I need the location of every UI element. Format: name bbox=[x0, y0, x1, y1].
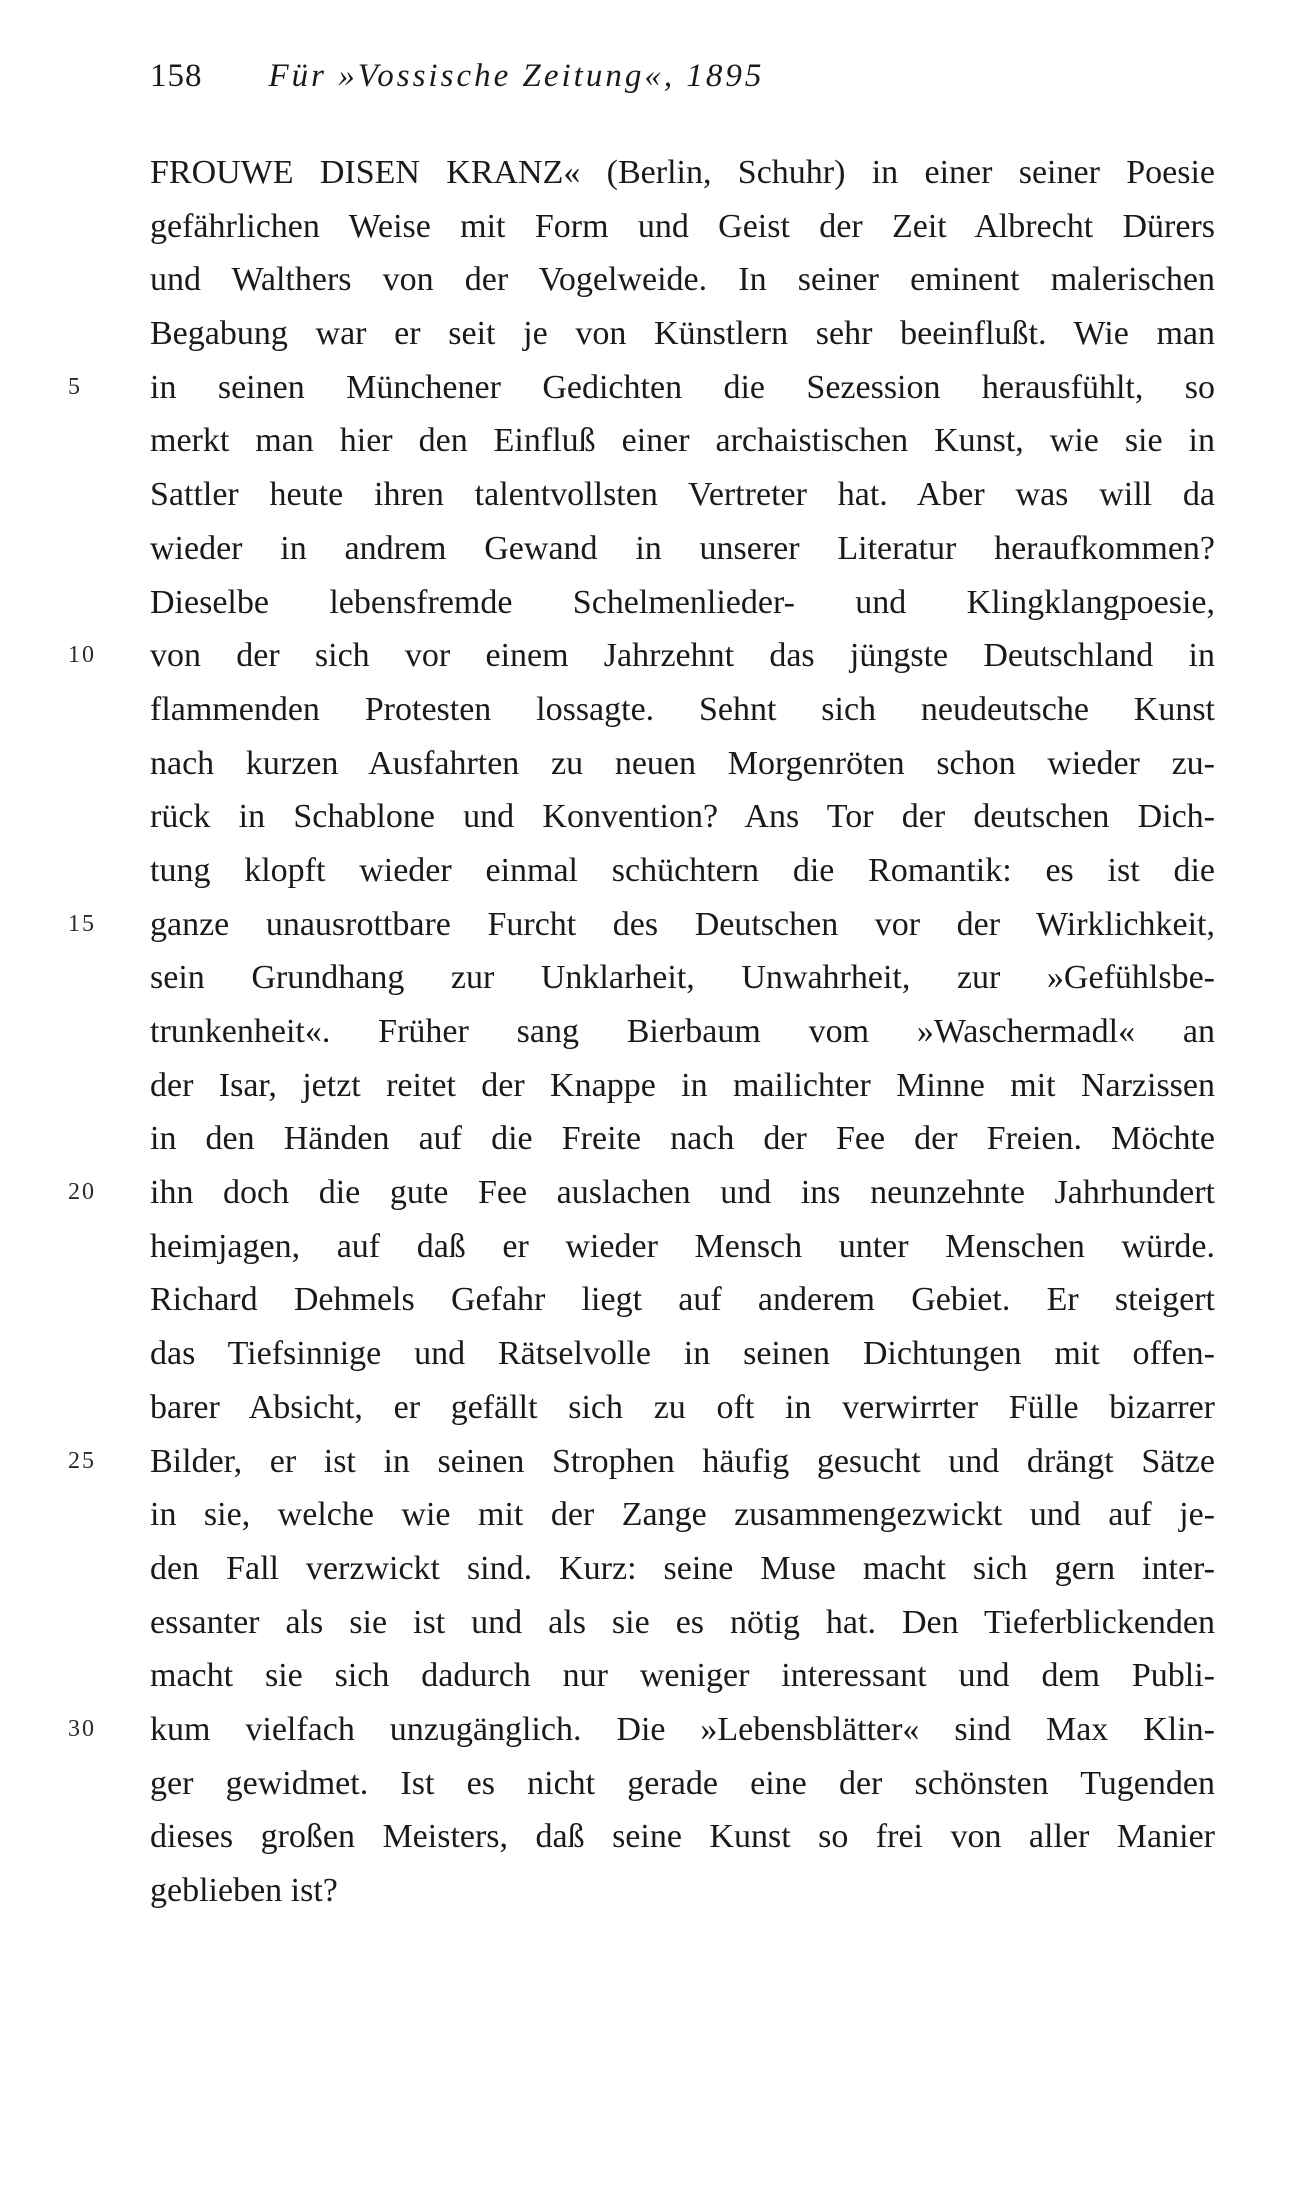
line-text: essanter als sie ist und als sie es nötig hat. Den Tieferblickenden bbox=[150, 1603, 1215, 1641]
text-line bbox=[150, 844, 1215, 898]
line-text: in den Händen auf die Freite nach der Fee der Freien. Möchte bbox=[150, 1120, 1215, 1158]
line-text: ger gewidmet. Ist es nicht gerade eine der schönsten Tugenden bbox=[150, 1764, 1215, 1802]
text-line bbox=[68, 1703, 1215, 1757]
text-line bbox=[150, 1542, 1215, 1596]
text-line bbox=[68, 361, 1215, 415]
line-text: den Fall verzwickt sind. Kurz: seine Muse macht sich gern inter- bbox=[150, 1549, 1215, 1587]
line-text: Sattler heute ihren talentvollsten Vertreter hat. Aber was will da bbox=[150, 476, 1215, 514]
line-text: barer Absicht, er gefällt sich zu oft in verwirrter Fülle bizarrer bbox=[150, 1388, 1215, 1426]
running-title: Für »Vossische Zeitung«, 1895 bbox=[268, 58, 765, 94]
text-line bbox=[150, 1220, 1215, 1274]
line-number: 30 bbox=[68, 1715, 96, 1742]
text-line bbox=[150, 1757, 1215, 1811]
running-head bbox=[150, 58, 764, 98]
text-line bbox=[150, 951, 1215, 1005]
line-text: kum vielfach unzugänglich. Die »Lebensblätter« sind Max Klin- bbox=[150, 1710, 1215, 1748]
text-line bbox=[150, 737, 1215, 791]
line-text: rück in Schablone und Konvention? Ans Tor der deutschen Dich- bbox=[150, 798, 1215, 836]
text-line bbox=[150, 1649, 1215, 1703]
text-line bbox=[150, 576, 1215, 630]
body-text bbox=[68, 146, 1215, 1918]
text-line bbox=[150, 200, 1215, 254]
line-text: von der sich vor einem Jahrzehnt das jüngste Deutschland in bbox=[150, 637, 1215, 675]
line-text: Bilder, er ist in seinen Strophen häufig gesucht und drängt Sätze bbox=[150, 1442, 1215, 1480]
line-number: 10 bbox=[68, 642, 96, 669]
text-line bbox=[150, 1488, 1215, 1542]
line-text: trunkenheit«. Früher sang Bierbaum vom »Waschermadl« an bbox=[150, 1013, 1215, 1050]
text-line bbox=[150, 414, 1215, 468]
line-text: in sie, welche wie mit der Zange zusammengezwickt und auf je- bbox=[150, 1496, 1215, 1534]
line-text: und Walthers von der Vogelweide. In seiner eminent malerischen bbox=[150, 261, 1215, 299]
line-text: wieder in andrem Gewand in unserer Literatur heraufkommen? bbox=[150, 529, 1215, 567]
text-line bbox=[68, 1166, 1215, 1220]
text-line bbox=[150, 1596, 1215, 1650]
text-line bbox=[150, 1059, 1215, 1113]
text-line bbox=[150, 1327, 1215, 1381]
line-text: heimjagen, auf daß er wieder Mensch unter Menschen würde. bbox=[150, 1227, 1215, 1265]
line-number: 25 bbox=[68, 1447, 96, 1474]
line-text: tung klopft wieder einmal schüchtern die Romantik: es ist die bbox=[150, 851, 1215, 889]
line-text: geblieben ist? bbox=[150, 1872, 338, 1909]
text-line bbox=[150, 1810, 1215, 1864]
line-text: ihn doch die gute Fee auslachen und ins neunzehnte Jahrhundert bbox=[150, 1174, 1215, 1212]
text-line bbox=[150, 790, 1215, 844]
text-line bbox=[68, 629, 1215, 683]
line-text: gefährlichen Weise mit Form und Geist der Zeit Albrecht Dürers bbox=[150, 207, 1215, 245]
text-line bbox=[150, 468, 1215, 522]
page-number: 158 bbox=[150, 58, 203, 94]
line-text: das Tiefsinnige und Rätselvolle in seinen Dichtungen mit offen- bbox=[150, 1335, 1215, 1373]
line-number: 20 bbox=[68, 1179, 96, 1206]
text-line bbox=[68, 898, 1215, 952]
text-line bbox=[150, 1005, 1215, 1059]
line-number: 15 bbox=[68, 910, 96, 937]
text-line bbox=[150, 1112, 1215, 1166]
text-line bbox=[150, 683, 1215, 737]
text-line bbox=[150, 1273, 1215, 1327]
text-line bbox=[150, 1864, 1215, 1918]
line-text: sein Grundhang zur Unklarheit, Unwahrheit, zur »Gefühlsbe- bbox=[150, 959, 1215, 997]
line-text: dieses großen Meisters, daß seine Kunst so frei von aller Manier bbox=[150, 1818, 1215, 1856]
text-line bbox=[150, 1381, 1215, 1435]
line-text: in seinen Münchener Gedichten die Sezession herausfühlt, so bbox=[150, 368, 1215, 406]
line-text: merkt man hier den Einfluß einer archaistischen Kunst, wie sie in bbox=[150, 422, 1215, 460]
text-line bbox=[68, 1435, 1215, 1489]
line-text: flammenden Protesten lossagte. Sehnt sich neudeutsche Kunst bbox=[150, 690, 1215, 728]
line-text: ganze unausrottbare Furcht des Deutschen vor der Wirklichkeit, bbox=[150, 905, 1215, 943]
line-text: macht sie sich dadurch nur weniger interessant und dem Publi- bbox=[150, 1657, 1215, 1695]
text-line bbox=[150, 146, 1215, 200]
text-line bbox=[150, 307, 1215, 361]
text-line bbox=[150, 253, 1215, 307]
line-text: Richard Dehmels Gefahr liegt auf anderem Gebiet. Er steigert bbox=[150, 1281, 1215, 1319]
line-text: FROUWE DISEN KRANZ« (Berlin, Schuhr) in einer seiner Poesie bbox=[150, 154, 1215, 191]
text-line bbox=[150, 522, 1215, 576]
line-number: 5 bbox=[68, 373, 82, 400]
line-text: nach kurzen Ausfahrten zu neuen Morgenröten schon wieder zu- bbox=[150, 744, 1215, 782]
line-text: der Isar, jetzt reitet der Knappe in mailichter Minne mit Narzissen bbox=[150, 1066, 1215, 1104]
line-text: Dieselbe lebensfremde Schelmenlieder- und Klingklangpoesie, bbox=[150, 583, 1215, 621]
line-text: Begabung war er seit je von Künstlern sehr beeinflußt. Wie man bbox=[150, 315, 1215, 353]
